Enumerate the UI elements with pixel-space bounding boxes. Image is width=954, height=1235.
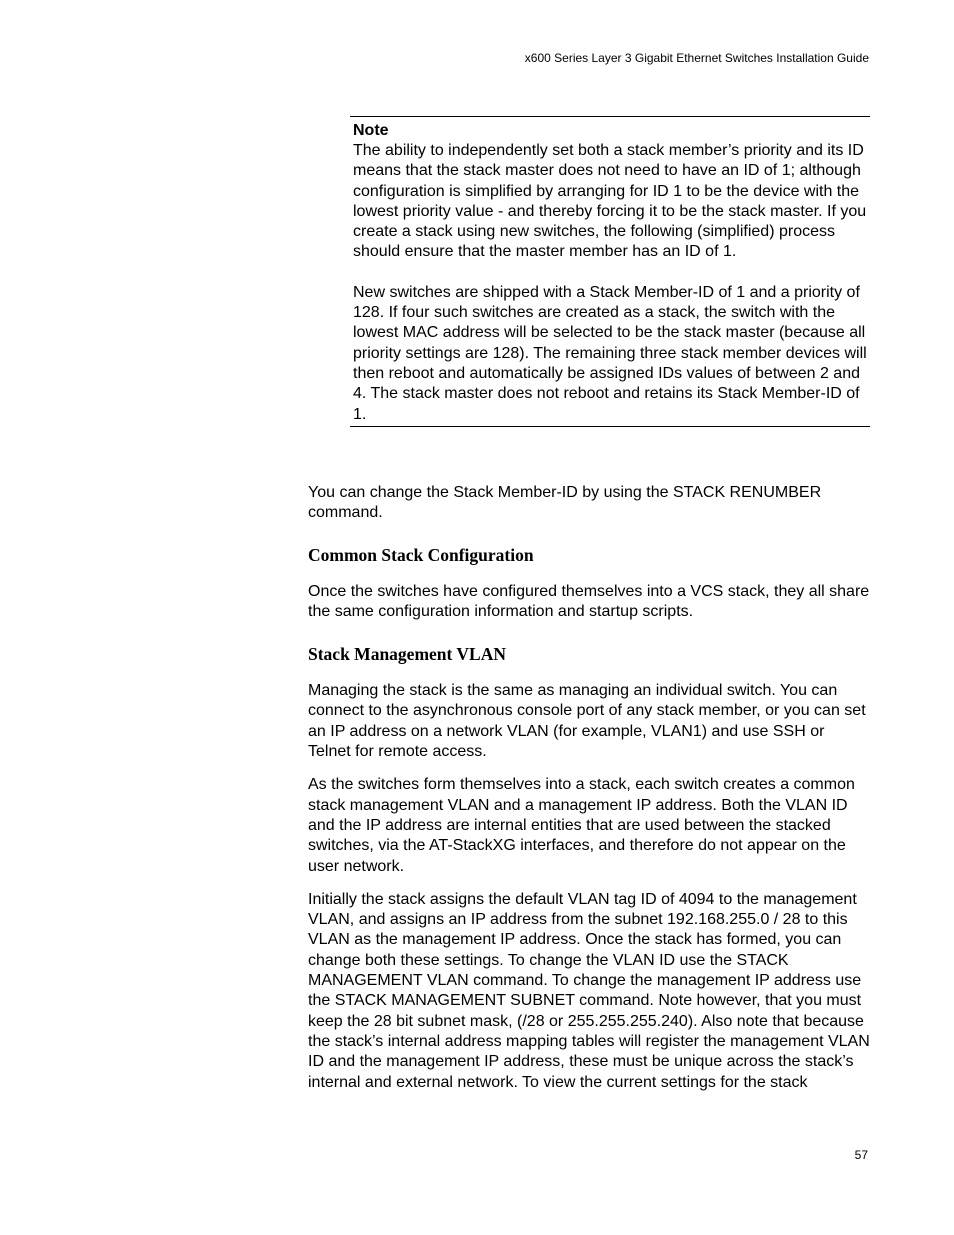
main-content — [308, 483, 870, 1106]
running-header: x600 Series Layer 3 Gigabit Ethernet Switches Installation Guide — [524, 51, 869, 65]
note-box — [350, 116, 870, 427]
note-paragraph: New switches are shipped with a Stack Member-ID of 1 and a priority of 128. If four such switches are created as a stack, the switch with the lowest MAC address will be selected to be the stack master (because all priority settings are 128). The remaining three stack member devices will then reboot and automatically be assigned IDs values of between 2 and 4. The stack master does not reboot and retains its Stack Member-ID of 1. — [353, 283, 867, 423]
section-heading-common-stack-configuration: Common Stack Configuration — [308, 544, 534, 565]
note-title: Note — [353, 122, 389, 139]
body-paragraph: Initially the stack assigns the default VLAN tag ID of 4094 to the management VLAN, and assigns an IP address from the subnet 192.168.255.0 / 28 to this VLAN as the management IP address. Once the stack has formed, you can change both these settings. To change the VLAN ID use the STACK MANAGEMENT VLAN command. To change the management IP address use the STACK MANAGEMENT SUBNET command. Note however, that you must keep the 28 bit subnet mask, (/28 or 255.255.255.240). Also note that because the stack’s internal address mapping tables will register the management VLAN ID and the management IP address, these must be unique across the stack’s internal and external network. To view the current settings for the stack — [308, 890, 870, 1091]
body-paragraph: As the switches form themselves into a stack, each switch creates a common stack management VLAN and a management IP address. Both the VLAN ID and the IP address are internal entities that are used between the stacked switches, via the AT-StackXG interfaces, and therefore do not appear on the user network. — [308, 776, 855, 875]
body-paragraph: Once the switches have configured themselves into a VCS stack, they all share the same configuration information and startup scripts. — [308, 582, 870, 620]
note-paragraph: The ability to independently set both a stack member’s priority and its ID means that the stack master does not need to have an ID of 1; although configuration is simplified by arranging for ID 1 to be the device with the lowest priority value - and thereby forcing it to be the stack master. If you create a stack using new switches, the following (simplified) process should ensure that the master member has an ID of 1. — [353, 142, 867, 261]
body-paragraph: Managing the stack is the same as managing an individual switch. You can connect to the asynchronous console port of any stack member, or you can set an IP address on a network VLAN (for example, VLAN1) and use SSH or Telnet for remote access. — [308, 682, 866, 761]
intro-paragraph: You can change the Stack Member-ID by using the STACK RENUMBER command. — [308, 484, 822, 522]
page-number: 57 — [854, 1148, 868, 1162]
section-heading-stack-management-vlan: Stack Management VLAN — [308, 644, 507, 665]
